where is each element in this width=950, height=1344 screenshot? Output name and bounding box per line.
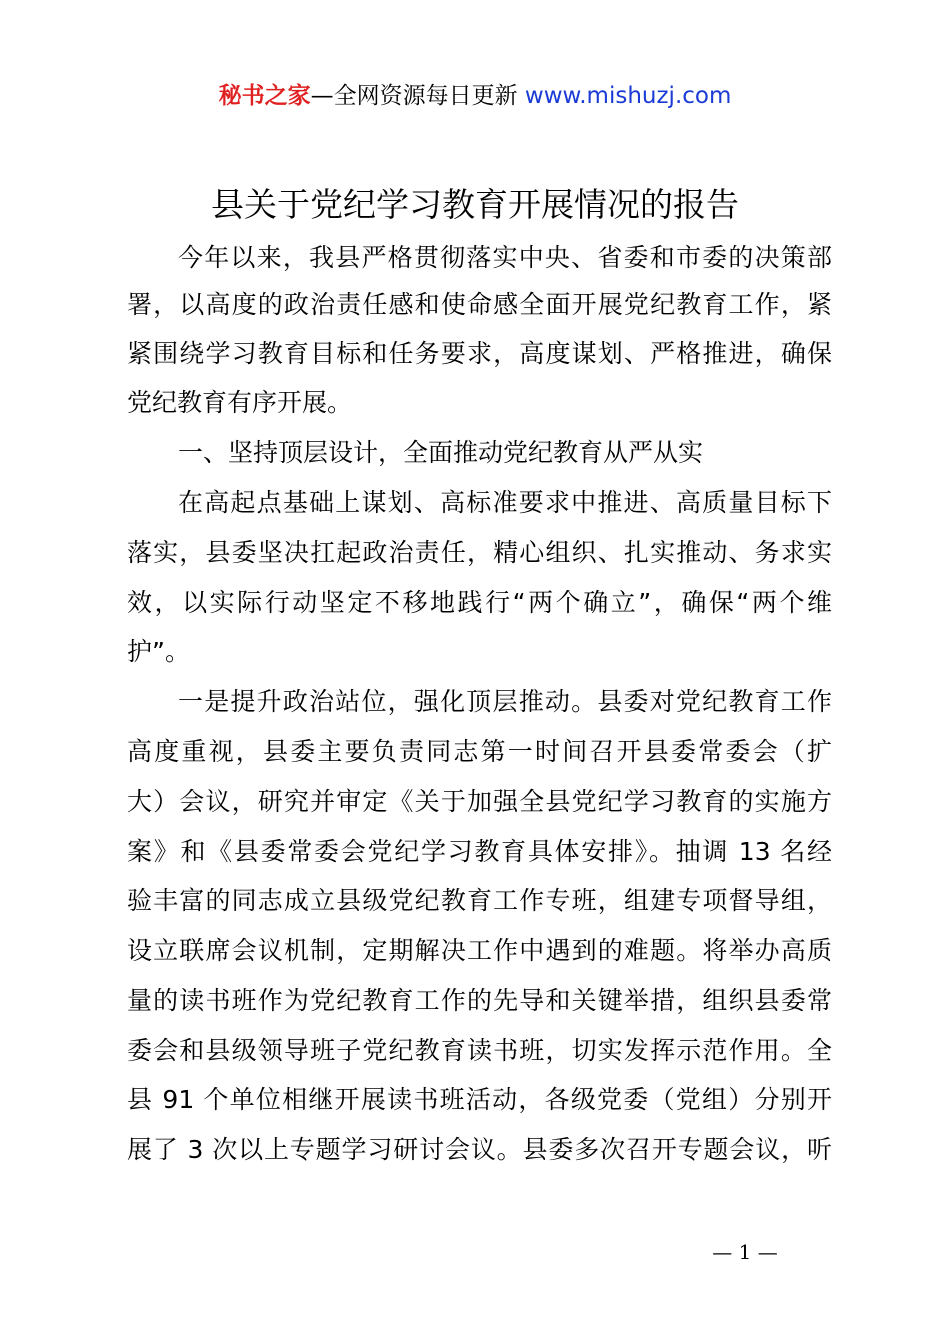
paragraph-line: 护”。 [127,637,190,666]
brand-name: 秘书之家 [218,83,311,109]
site-url-link[interactable]: www.mishuzj.com [524,83,732,109]
paragraph-line: 量的读书班作为党纪教育工作的先导和关键举措，组织县委常 [127,986,832,1015]
paragraph-line: 今年以来，我县严格贯彻落实中央、省委和市委的决策部 [178,243,832,272]
paragraph-line: 设立联席会议机制，定期解决工作中遇到的难题。将举办高质 [127,936,832,965]
header-tagline: —全网资源每日更新 [310,83,518,109]
paragraph-line: 效，以实际行动坚定不移地践行“两个确立”，确保“两个维 [127,588,832,617]
site-header [0,78,950,114]
paragraph-line: 一是提升政治站位，强化顶层推动。县委对党纪教育工作 [178,687,832,716]
paragraph-line: 高度重视，县委主要负责同志第一时间召开县委常委会（扩 [127,737,832,766]
paragraph-line: 案》和《县委常委会党纪学习教育具体安排》。抽调 13 名经 [127,837,832,866]
paragraph-line: 落实，县委坚决扛起政治责任，精心组织、扎实推动、务求实 [127,538,832,567]
paragraph-line: 委会和县级领导班子党纪教育读书班，切实发挥示范作用。全 [127,1036,832,1065]
paragraph-line: 署，以高度的政治责任感和使命感全面开展党纪教育工作，紧 [127,290,832,319]
paragraph-line: 验丰富的同志成立县级党纪教育工作专班，组建专项督导组， [127,886,832,915]
paragraph-line: 紧围绕学习教育目标和任务要求，高度谋划、严格推进，确保 [127,339,832,368]
paragraph-line: 党纪教育有序开展。 [127,388,353,417]
paragraph-line: 大）会议，研究并审定《关于加强全县党纪学习教育的实施方 [127,787,832,816]
section-heading: 一、坚持顶层设计，全面推动党纪教育从严从实 [178,438,704,467]
paragraph-line: 县 91 个单位相继开展读书班活动，各级党委（党组）分别开 [127,1085,832,1114]
paragraph-line: 展了 3 次以上专题学习研讨会议。县委多次召开专题会议，听 [127,1135,832,1164]
document-title: 县关于党纪学习教育开展情况的报告 [211,185,739,224]
paragraph-line: 在高起点基础上谋划、高标准要求中推进、高质量目标下 [178,488,832,517]
page-number: — 1 — [712,1240,778,1264]
